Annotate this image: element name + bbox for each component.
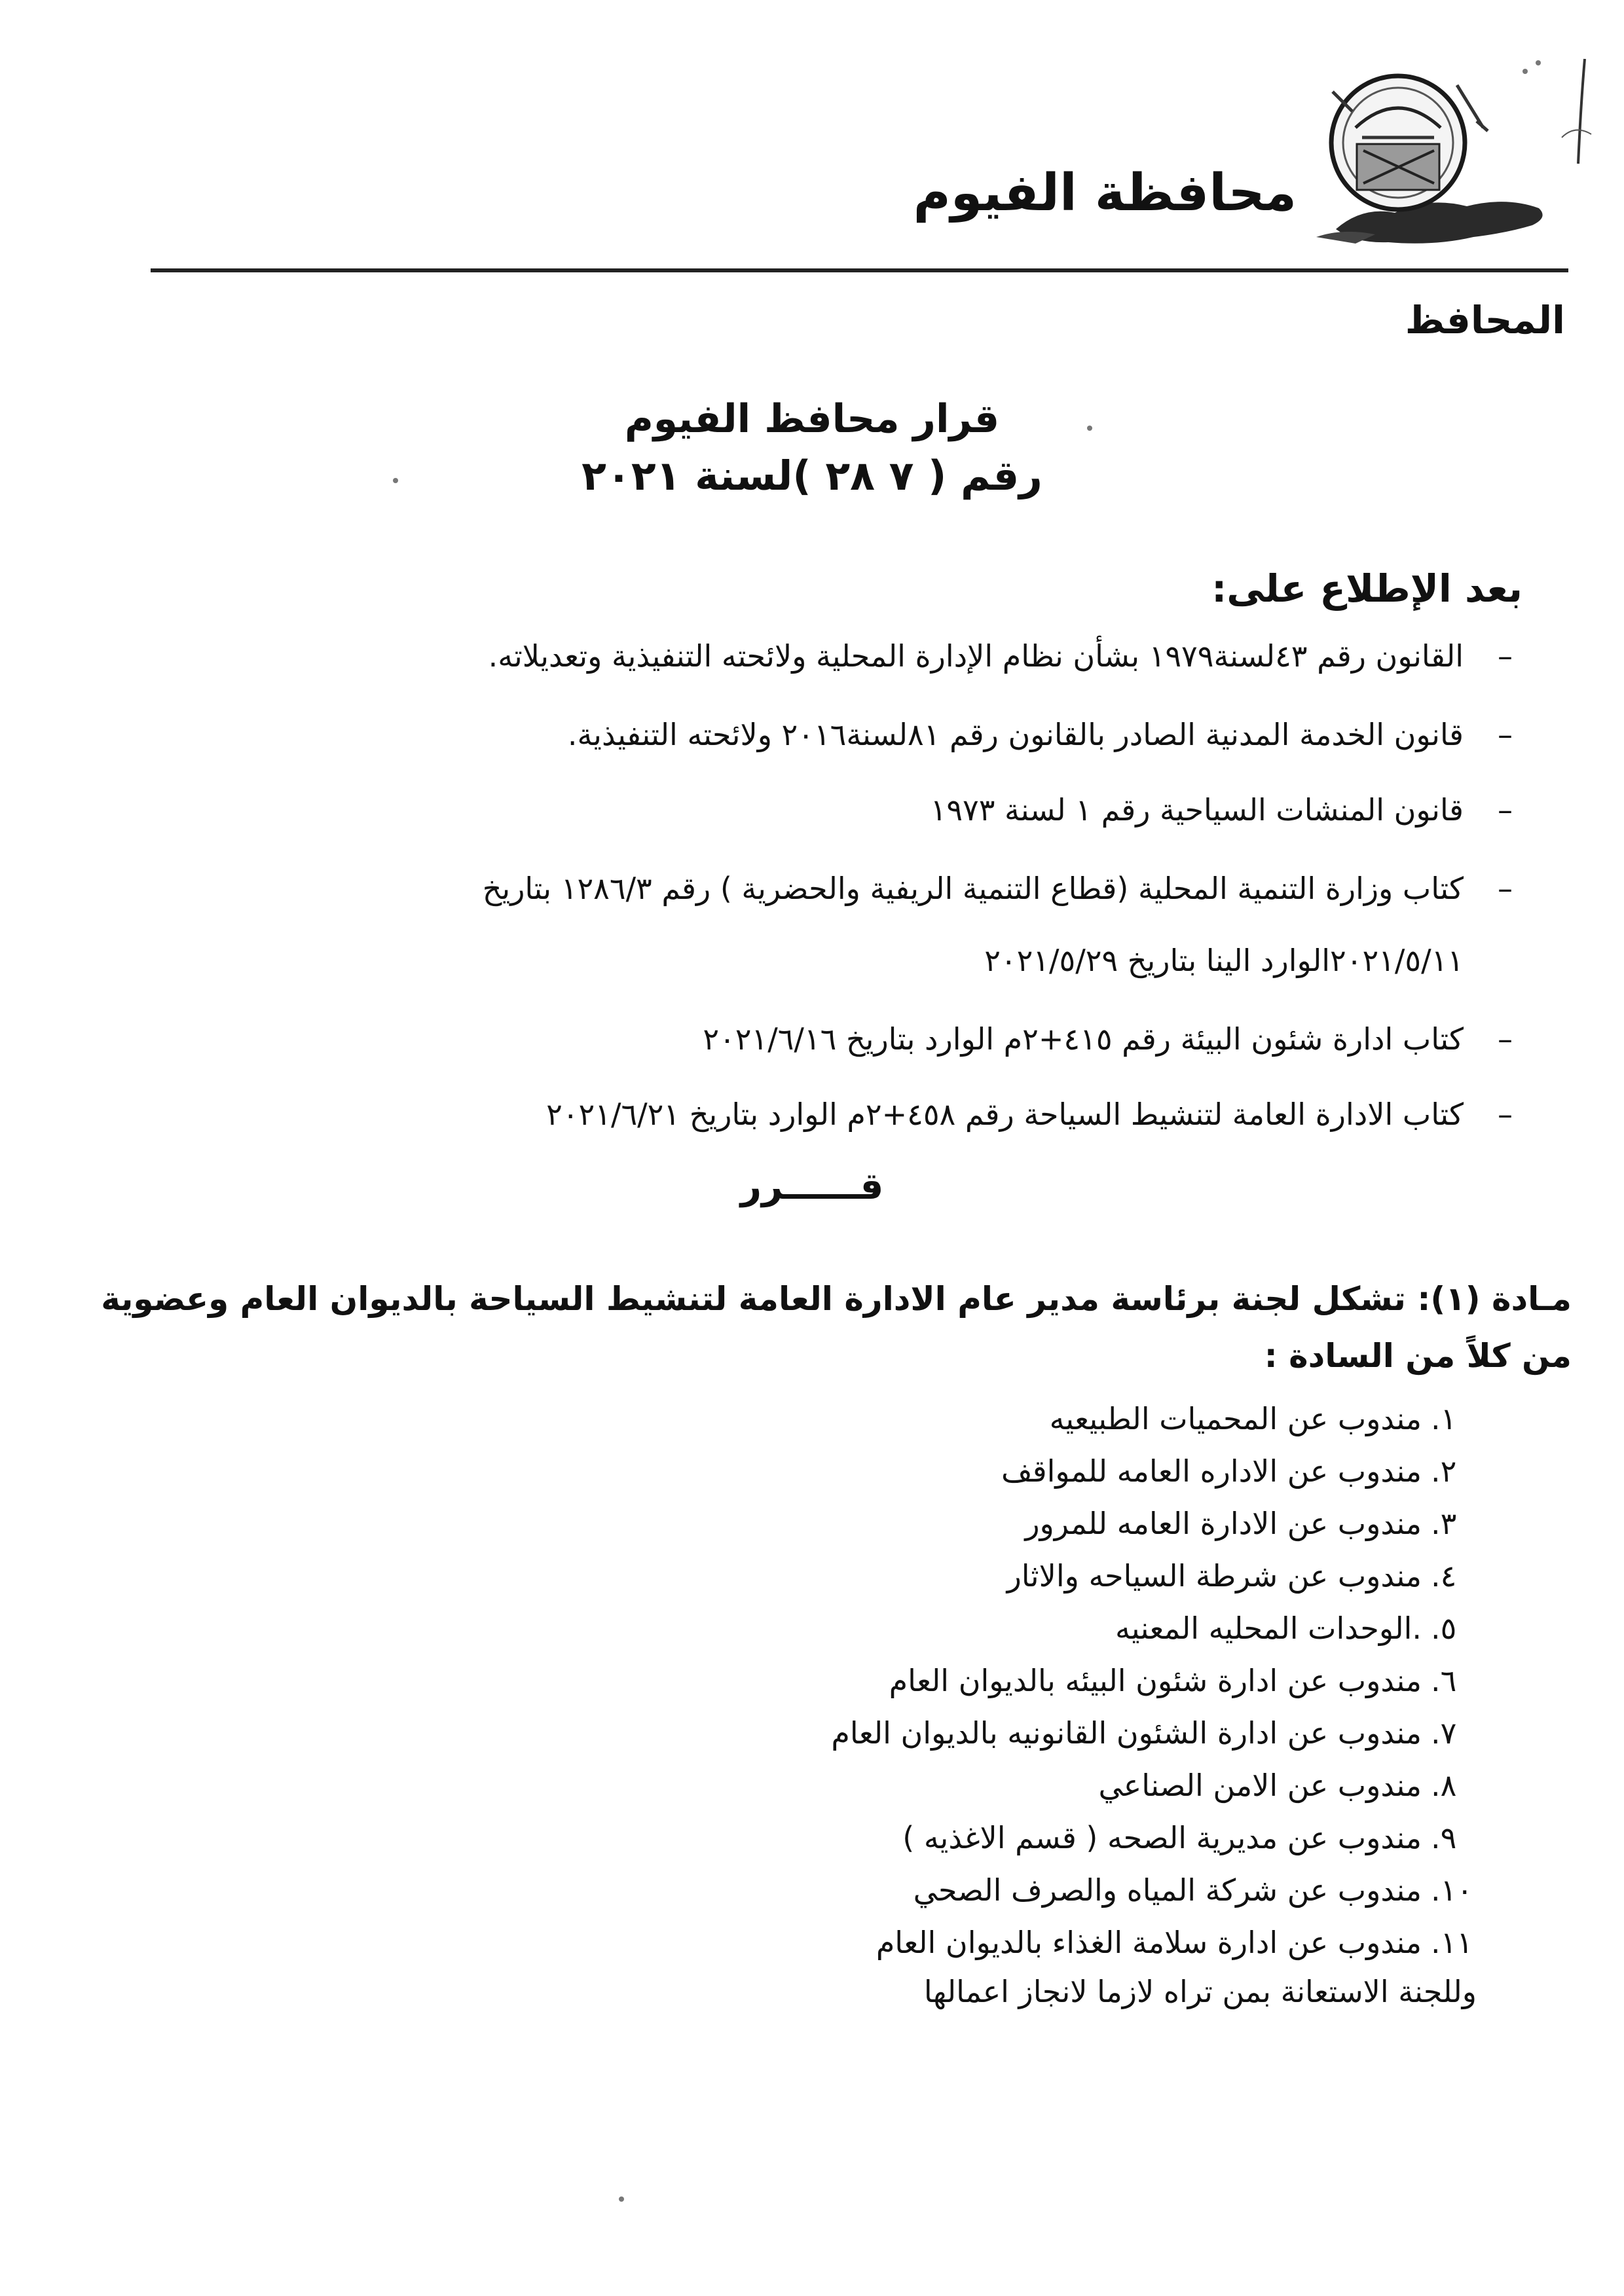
member-number: ٤.: [1431, 1558, 1457, 1594]
member-number: ١٠.: [1431, 1872, 1473, 1908]
reference-item: [930, 792, 1513, 828]
member-text: مندوب عن ادارة شئون البيئه بالديوان العام: [889, 1663, 1422, 1698]
member-number: ٧.: [1431, 1715, 1457, 1751]
reference-text: قانون الخدمة المدنية الصادر بالقانون رقم ٨١لسنة٢٠١٦ ولائحته التنفيذية.: [567, 717, 1464, 752]
member-item: [1050, 1401, 1477, 1436]
dash-bullet: –: [1498, 1021, 1513, 1057]
dash-bullet: –: [1498, 638, 1513, 674]
header-divider: [151, 268, 1568, 272]
dash-bullet: –: [1498, 871, 1513, 906]
member-item: [876, 1925, 1477, 1960]
member-number: ٢.: [1431, 1453, 1457, 1489]
dash-bullet: –: [1498, 792, 1513, 828]
preamble-heading: بعد الإطلاع على:: [1211, 566, 1522, 611]
handwritten-mark-icon: [1559, 52, 1598, 170]
member-item: [1007, 1558, 1477, 1594]
member-item: [1098, 1768, 1477, 1803]
member-number: ١١.: [1431, 1925, 1473, 1960]
member-text: مندوب عن شركة المياه والصرف الصحي: [913, 1872, 1422, 1908]
decided-heading: قــــــرر: [740, 1165, 884, 1208]
reference-item: [567, 717, 1513, 752]
member-text: مندوب عن شرطة السياحه والاثار: [1006, 1558, 1422, 1594]
member-text: مندوب عن ادارة الشئون القانونيه بالديوان العام: [831, 1715, 1422, 1751]
reference-item: [488, 638, 1513, 674]
member-item: [889, 1663, 1477, 1698]
decree-number: رقم ( ٧ ٢٨ )لسنة ٢٠٢١: [581, 452, 1043, 500]
member-text: مندوب عن الامن الصناعي: [1098, 1768, 1422, 1803]
member-item: [831, 1715, 1477, 1751]
member-number: ٨.: [1431, 1768, 1457, 1803]
member-number: ٣.: [1431, 1506, 1457, 1541]
dash-bullet: –: [1498, 1097, 1513, 1132]
governorate-name: محافظة الفيوم: [913, 164, 1297, 223]
reference-text: كتاب الادارة العامة لتنشيط السياحة رقم ٤٥٨+٢م الوارد بتاريخ ٢٠٢١/٦/٢١: [546, 1097, 1464, 1132]
member-number: ٥.: [1431, 1611, 1457, 1646]
article-1-continuation: من كلاً من السادة :: [1264, 1337, 1572, 1375]
dash-bullet: –: [1498, 717, 1513, 752]
member-number: ٩.: [1431, 1820, 1457, 1855]
member-item: [1025, 1506, 1477, 1541]
member-text: مندوب عن ادارة سلامة الغذاء بالديوان العام: [876, 1925, 1422, 1960]
reference-item: [482, 871, 1513, 906]
office-label: المحافظ: [1405, 298, 1565, 342]
member-text: مندوب عن مديرية الصحه ( قسم الاغذيه ): [902, 1820, 1422, 1855]
reference-text: كتاب وزارة التنمية المحلية (قطاع التنمية الريفية والحضرية ) رقم ١٢٨٦/٣ بتاريخ: [482, 871, 1464, 906]
member-item: [913, 1872, 1477, 1908]
decree-title: قرار محافظ الفيوم: [624, 396, 1000, 442]
reference-continuation: ٢٠٢١/٥/١١الوارد الينا بتاريخ ٢٠٢١/٥/٢٩: [984, 943, 1464, 978]
member-text: مندوب عن المحميات الطبيعيه: [1049, 1401, 1422, 1436]
speck: [1522, 69, 1528, 74]
member-item: [1115, 1611, 1477, 1646]
reference-item: [703, 1021, 1513, 1057]
reference-text: قانون المنشات السياحية رقم ١ لسنة ١٩٧٣: [930, 792, 1464, 828]
member-item: [902, 1820, 1477, 1855]
member-item: [1001, 1453, 1477, 1489]
member-text: .الوحدات المحليه المعنيه: [1115, 1611, 1422, 1646]
member-text: مندوب عن الادارة العامه للمرور: [1025, 1506, 1422, 1541]
reference-item: [546, 1097, 1513, 1132]
closing-text: وللجنة الاستعانة بمن تراه لازما لانجاز اعمالها: [923, 1974, 1477, 2009]
speck: [1536, 60, 1541, 65]
member-number: ١.: [1431, 1401, 1457, 1436]
speck: [619, 2196, 624, 2202]
member-number: ٦.: [1431, 1663, 1457, 1698]
reference-text: كتاب ادارة شئون البيئة رقم ٤١٥+٢م الوارد بتاريخ ٢٠٢١/٦/١٦: [703, 1021, 1464, 1057]
member-text: مندوب عن الاداره العامه للمواقف: [1001, 1453, 1422, 1489]
governorate-emblem-icon: [1316, 65, 1552, 255]
reference-text: القانون رقم ٤٣لسنة١٩٧٩ بشأن نظام الإدارة المحلية ولائحته التنفيذية وتعديلاته.: [488, 638, 1464, 674]
article-1-text: مـادة (١): تشكل لجنة برئاسة مدير عام الادارة العامة لتنشيط السياحة بالديوان العام وعضوية: [101, 1280, 1572, 1318]
